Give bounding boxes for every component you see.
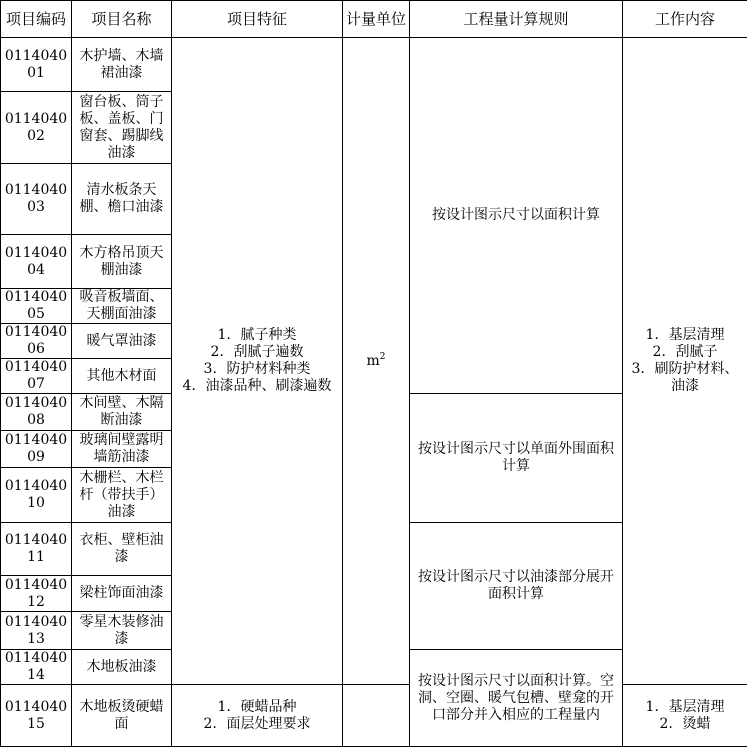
item-code: 011404005 — [1, 289, 72, 324]
item-name: 木地板油漆 — [72, 650, 172, 685]
header-unit: 计量单位 — [343, 1, 410, 38]
unit-cell — [343, 38, 410, 685]
item-name: 清水板条天棚、檐口油漆 — [72, 164, 172, 235]
rule-4: 按设计图示尺寸以面积计算。空洞、空圈、暖气包槽、壁龛的开口部分并入相应的工程量内 — [410, 650, 623, 747]
feature-group-1: 1．腻子种类 2．刮腻子遍数 3．防护材料种类 4．油漆品种、刷漆遍数 — [172, 38, 343, 685]
item-code: 011404008 — [1, 394, 72, 431]
item-name: 木栅栏、木栏杆（带扶手）油漆 — [72, 468, 172, 523]
item-code: 011404012 — [1, 576, 72, 612]
item-name: 衣柜、壁柜油漆 — [72, 523, 172, 576]
item-name: 吸音板墙面、天棚面油漆 — [72, 289, 172, 324]
item-code: 011404010 — [1, 468, 72, 523]
header-work: 工作内容 — [623, 1, 747, 38]
work-group-2: 1．基层清理 2．烫蜡 — [623, 685, 747, 747]
item-name: 木护墙、木墙裙油漆 — [72, 38, 172, 92]
header-feature: 项目特征 — [172, 1, 343, 38]
item-name: 暖气罩油漆 — [72, 324, 172, 359]
item-name: 零星木装修油漆 — [72, 612, 172, 650]
item-code: 011404004 — [1, 235, 72, 289]
item-name: 其他木材面 — [72, 359, 172, 394]
table-row — [1, 685, 747, 747]
unit-base: m — [366, 353, 379, 369]
item-code: 011404011 — [1, 523, 72, 576]
item-name: 木方格吊顶天棚油漆 — [72, 235, 172, 289]
item-code: 011404013 — [1, 612, 72, 650]
unit-blank — [343, 685, 410, 747]
rule-3: 按设计图示尺寸以油漆部分展开面积计算 — [410, 523, 623, 650]
item-name: 窗台板、筒子板、盖板、门窗套、踢脚线油漆 — [72, 92, 172, 164]
unit-power: 2 — [380, 352, 386, 362]
item-name: 玻璃间壁露明墙筋油漆 — [72, 431, 172, 468]
item-code: 011404001 — [1, 38, 72, 92]
table-row — [1, 38, 747, 92]
work-group-1: 1．基层清理 2．刮腻子 3．刷防护材料、油漆 — [623, 38, 747, 685]
rule-2: 按设计图示尺寸以单面外围面积计算 — [410, 394, 623, 523]
item-name: 木地板烫硬蜡面 — [72, 685, 172, 747]
item-code: 011404003 — [1, 164, 72, 235]
rule-1: 按设计图示尺寸以面积计算 — [410, 38, 623, 394]
item-code: 011404002 — [1, 92, 72, 164]
header-row — [1, 1, 747, 38]
item-code: 011404009 — [1, 431, 72, 468]
header-rule: 工程量计算规则 — [410, 1, 623, 38]
header-name: 项目名称 — [72, 1, 172, 38]
feature-group-2: 1．硬蜡品种 2．面层处理要求 — [172, 685, 343, 747]
header-code: 项目编码 — [1, 1, 72, 38]
item-name: 木间壁、木隔断油漆 — [72, 394, 172, 431]
item-code: 011404015 — [1, 685, 72, 747]
item-name: 梁柱饰面油漆 — [72, 576, 172, 612]
item-code: 011404014 — [1, 650, 72, 685]
item-code: 011404006 — [1, 324, 72, 359]
item-code: 011404007 — [1, 359, 72, 394]
